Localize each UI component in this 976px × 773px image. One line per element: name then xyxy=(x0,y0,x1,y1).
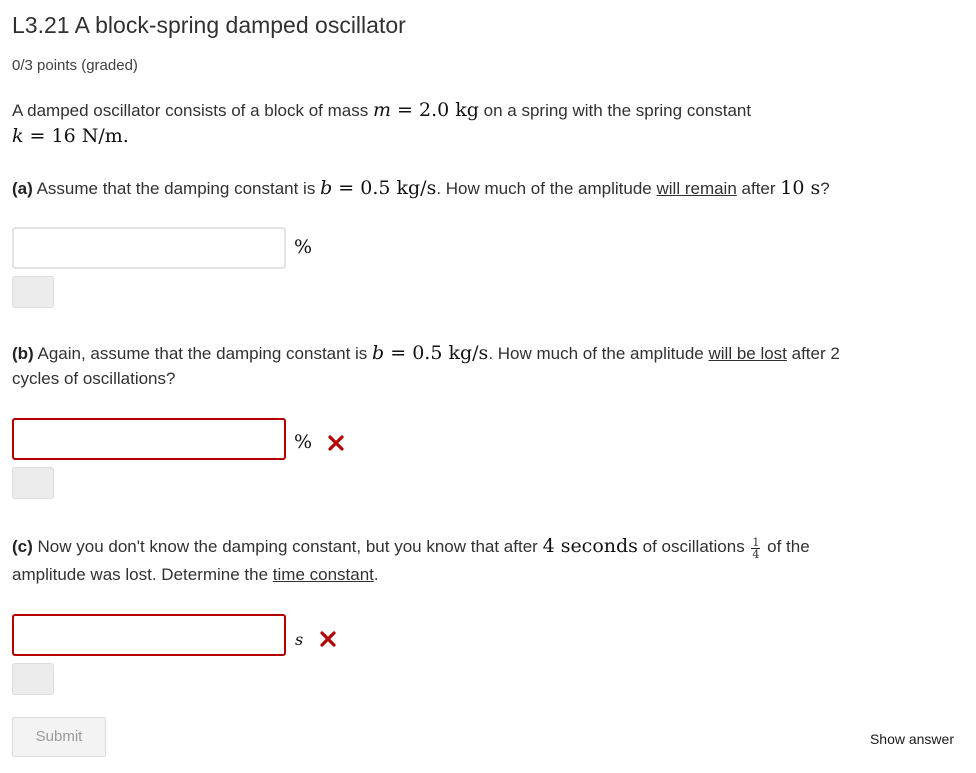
fraction-denominator: 4 xyxy=(752,548,760,561)
status-button-c[interactable] xyxy=(12,663,54,695)
question-b-text-2: . How much of the amplitude xyxy=(488,344,709,363)
status-button-b[interactable] xyxy=(12,467,54,499)
time-value: 10 s xyxy=(780,177,821,199)
answer-input-b[interactable] xyxy=(12,418,286,460)
term-link-will-remain[interactable]: will remain xyxy=(656,179,737,198)
points-label: 0/3 points (graded) xyxy=(12,57,138,74)
question-b xyxy=(12,340,840,367)
equals-sign: = xyxy=(332,177,361,199)
spring-constant-value: 16 N/m. xyxy=(51,125,129,147)
part-b-label: (b) xyxy=(12,344,34,363)
mass-variable: m xyxy=(372,99,391,121)
intro-text-line2 xyxy=(12,123,129,150)
question-a-text-1: Assume that the damping constant is xyxy=(32,179,321,198)
question-b-line2: cycles of oscillations? xyxy=(12,369,176,388)
show-answer-button[interactable]: Show answer xyxy=(869,731,954,747)
damping-value: 0.5 kg/s xyxy=(360,177,437,199)
intro-text-1: A damped oscillator consists of a block of mass xyxy=(12,101,373,120)
time-value: 4 seconds xyxy=(542,535,638,557)
equals-sign: = xyxy=(384,342,413,364)
question-c-line2 xyxy=(12,562,379,588)
damping-variable: b xyxy=(320,177,333,199)
intro-text-2: on a spring with the spring constant xyxy=(478,101,752,120)
question-b-text-1: Again, assume that the damping constant is xyxy=(33,344,373,363)
fraction-numerator: 1 xyxy=(752,536,760,549)
part-a-label: (a) xyxy=(12,179,33,198)
cross-icon xyxy=(328,435,344,451)
unit-percent-b: % xyxy=(294,431,313,453)
term-link-time-constant[interactable]: time constant xyxy=(272,565,374,584)
question-a-text-2: . How much of the amplitude xyxy=(436,179,657,198)
question-c-text-1: Now you don't know the damping constant, but you know that after xyxy=(32,537,543,556)
question-a-text-3: after xyxy=(736,179,781,198)
question-a xyxy=(12,175,830,202)
fraction-one-quarter xyxy=(751,537,760,560)
part-c-label: (c) xyxy=(12,537,33,556)
equals-sign: = xyxy=(390,99,419,121)
unit-seconds-c: s xyxy=(295,630,304,649)
damping-value: 0.5 kg/s xyxy=(412,342,489,364)
question-c xyxy=(12,533,810,560)
question-c-text-2: of oscillations xyxy=(637,537,750,556)
intro-text xyxy=(12,97,751,124)
answer-input-c[interactable] xyxy=(12,614,286,656)
question-c-line2-text: amplitude was lost. Determine the xyxy=(12,565,273,584)
mass-value: 2.0 kg xyxy=(418,99,479,121)
submit-button[interactable]: Submit xyxy=(12,717,106,757)
cross-icon xyxy=(320,631,336,647)
question-c-line2-end: . xyxy=(373,565,379,584)
problem-title: L3.21 A block-spring damped oscillator xyxy=(12,12,406,38)
answer-input-a[interactable] xyxy=(12,227,286,269)
equals-sign: = xyxy=(23,125,52,147)
spring-constant-variable: k xyxy=(12,125,24,147)
status-button-a[interactable] xyxy=(12,276,54,308)
term-link-will-be-lost[interactable]: will be lost xyxy=(708,344,787,363)
question-b-text-3: after 2 xyxy=(786,344,840,363)
damping-variable: b xyxy=(372,342,385,364)
question-c-text-3: of the xyxy=(762,537,810,556)
unit-percent-a: % xyxy=(294,236,313,258)
question-a-text-4: ? xyxy=(820,179,830,198)
